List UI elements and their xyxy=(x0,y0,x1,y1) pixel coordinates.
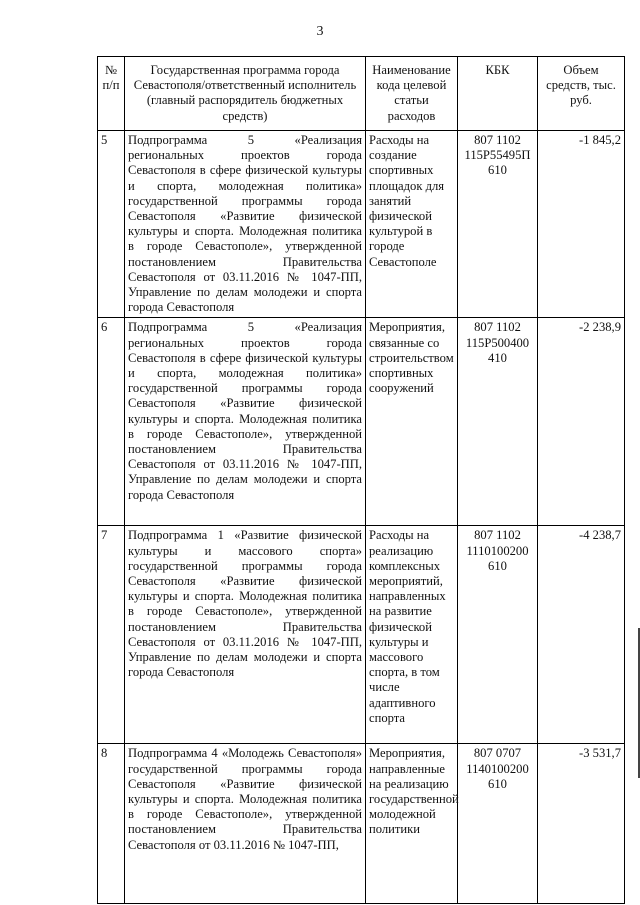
row-purpose: Расходы на реализацию комплексных мероприятий, направленных на развитие физической культуры и массового спорта, в том числе адаптивного спорта xyxy=(366,526,458,744)
kbk-line: 807 0707 xyxy=(473,746,522,761)
table-header-row xyxy=(98,57,625,131)
kbk-line: 1110100200 xyxy=(466,543,529,558)
row-amount: -4 238,7 xyxy=(538,526,625,744)
kbk-line: 807 1102 xyxy=(474,133,521,147)
row-kbk xyxy=(458,131,538,318)
header-amount: Объем средств, тыс. руб. xyxy=(538,57,625,131)
row-purpose: Мероприятия, связанные со строительством спортивных сооружений xyxy=(366,318,458,526)
row-num: 6 xyxy=(98,318,125,526)
row-num: 5 xyxy=(98,131,125,318)
header-kbk: КБК xyxy=(458,57,538,131)
row-kbk xyxy=(458,744,538,904)
row-amount: -1 845,2 xyxy=(538,131,625,318)
header-program: Государственная программа города Севастополя/ответственный исполнитель (главный распорядитель бюджетных средств) xyxy=(125,57,366,131)
table-row xyxy=(98,131,625,318)
kbk-line: 610 xyxy=(488,776,507,791)
table-row xyxy=(98,526,625,744)
header-purpose: Наименование кода целевой статьи расходов xyxy=(366,57,458,131)
row-program: Подпрограмма 1 «Развитие физической культуры и массового спорта» государственной программы города Севастополя «Развитие физической культуры и спорта. Молодежная политика в городе Севастополе», утвержденной постановлением Правительства Севастополя от 03.11.2016 № 1047-ПП, Управление по делам молодежи и спорта города Севастополя xyxy=(125,526,366,744)
kbk-line: 115P55495П xyxy=(464,148,531,163)
row-purpose: Мероприятия, направленные на реализацию государственной молодежной политики xyxy=(366,744,458,904)
kbk-line: 610 xyxy=(488,558,507,573)
row-kbk xyxy=(458,526,538,744)
kbk-line: 1140100200 xyxy=(466,761,529,776)
row-num: 7 xyxy=(98,526,125,744)
budget-table xyxy=(97,56,625,904)
table-row xyxy=(98,744,625,904)
row-num: 8 xyxy=(98,744,125,904)
kbk-line: 115P500400 xyxy=(465,335,530,350)
kbk-line: 410 xyxy=(488,350,507,365)
page-number: 3 xyxy=(316,24,324,39)
row-program: Подпрограмма 5 «Реализация региональных проектов города Севастополя в сфере физической культуры и спорта, молодежная политика» государственной программы города Севастополя «Развитие физической культуры и спорта. Молодежная политика в городе Севастополе», утвержденной постановлением Правительства Севастополя от 03.11.2016 № 1047-ПП, Управление по делам молодежи и спорта города Севастополя xyxy=(125,318,366,526)
row-amount: -2 238,9 xyxy=(538,318,625,526)
header-num: № п/п xyxy=(98,57,125,131)
kbk-line: 610 xyxy=(488,163,507,178)
row-amount: -3 531,7 xyxy=(538,744,625,904)
kbk-line: 807 1102 xyxy=(474,528,521,543)
table-row xyxy=(98,318,625,526)
kbk-line: 807 1102 xyxy=(474,320,521,335)
row-purpose: Расходы на создание спортивных площадок для занятий физической культурой в городе Севастополе xyxy=(366,131,458,318)
row-program: Подпрограмма 5 «Реализация региональных проектов города Севастополя в сфере физической культуры и спорта, молодежная политика» государственной программы города Севастополя «Развитие физической культуры и спорта. Молодежная политика в городе Севастополе», утвержденной постановлением Правительства Севастополя от 03.11.2016 № 1047-ПП, Управление по делам молодежи и спорта города Севастополя xyxy=(125,131,366,318)
row-kbk xyxy=(458,318,538,526)
row-program: Подпрограмма 4 «Молодежь Севастополя» государственной программы города Севастополя «Развитие физической культуры и спорта. Молодежная политика в городе Севастополе», утвержденной постановлением Правительства Севастополя от 03.11.2016 № 1047-ПП, xyxy=(125,744,366,904)
